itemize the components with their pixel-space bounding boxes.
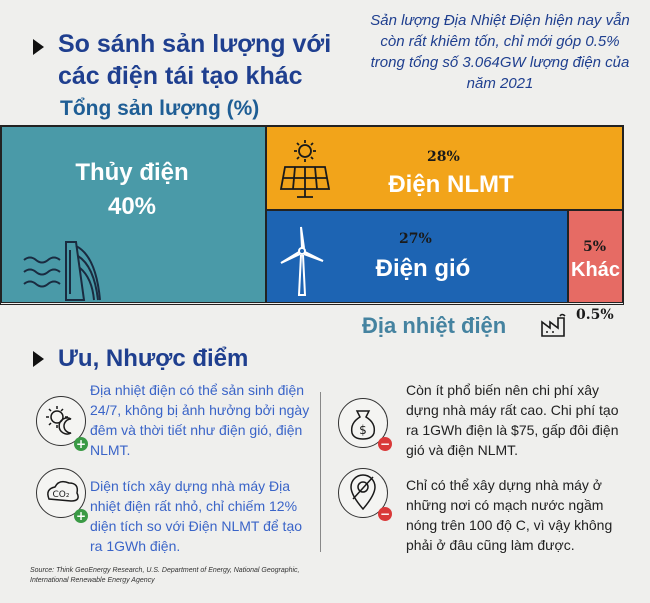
solar-panel-icon <box>279 139 331 201</box>
chart-title: Tổng sản lượng (%) <box>60 97 260 120</box>
treemap-block-hydro <box>1 126 266 303</box>
co2-text: CO₂ <box>52 490 70 500</box>
solar-label: Điện NLMT <box>388 171 514 198</box>
other-label: Khác <box>571 259 620 281</box>
minus-icon: − <box>379 437 391 451</box>
con-item-1: Còn ít phổ biến nên chi phí xây dựng nhà máy rất cao. Chi phí tạo ra 1GWh điện là $75, gấp đôi điện gió và điện NLMT. <box>406 382 619 458</box>
page-title: So sánh sản lượng với các điện tái tạo khác <box>58 30 332 90</box>
con-item-2: Chỉ có thể xây dựng nhà máy ở những nơi có mạch nước ngầm nóng trên 100 độ C, vì vậy không phải ở đâu cũng làm được. <box>406 477 613 553</box>
geothermal-percent: 0.5% <box>576 307 614 323</box>
section-title: Ưu, Nhược điểm <box>58 345 249 372</box>
wind-label: Điện gió <box>375 255 471 282</box>
treemap-block-solar <box>266 126 623 210</box>
title-arrow-icon <box>33 39 44 55</box>
minus-icon: − <box>379 507 391 521</box>
dam-icon <box>22 232 122 302</box>
treemap-chart <box>0 125 624 305</box>
dollar-text: $ <box>359 423 367 437</box>
wind-turbine-icon <box>277 225 327 297</box>
treemap-block-other <box>568 210 623 303</box>
intro-note: Sản lượng Địa Nhiệt Điện hiện nay vẫn còn rất khiêm tốn, chỉ mới góp 0.5% trong tổng số 3.064GW lượng điện của năm 2021 <box>370 12 630 92</box>
geothermal-label: Địa nhiệt điện <box>362 313 507 338</box>
hydro-label: Thủy điện <box>75 159 189 186</box>
pro-item-2: Diện tích xây dựng nhà máy Địa nhiệt điện rất nhỏ, chỉ chiếm 12% diện tích so với Điện NLMT để tạo ra 1GWh điện. <box>90 478 303 554</box>
other-percent: 5% <box>583 239 607 255</box>
treemap-block-wind <box>266 210 568 303</box>
plus-icon: + <box>75 437 87 451</box>
factory-icon <box>540 312 572 338</box>
hydro-percent: 40% <box>107 193 157 220</box>
plus-icon: + <box>75 509 87 523</box>
wind-percent: 27% <box>399 231 432 247</box>
pro-item-1: Địa nhiệt điện có thể sản sinh điện 24/7, không bị ảnh hưởng bởi ngày đêm và thời tiết như điện gió, điện NLMT. <box>90 382 310 458</box>
source-note: Source: Think GeoEnergy Research, U.S. Department of Energy, National Geographic, International Renewable Energy Agency <box>30 567 300 584</box>
column-divider <box>320 392 321 552</box>
solar-percent: 28% <box>427 149 460 165</box>
section-arrow-icon <box>33 351 44 367</box>
